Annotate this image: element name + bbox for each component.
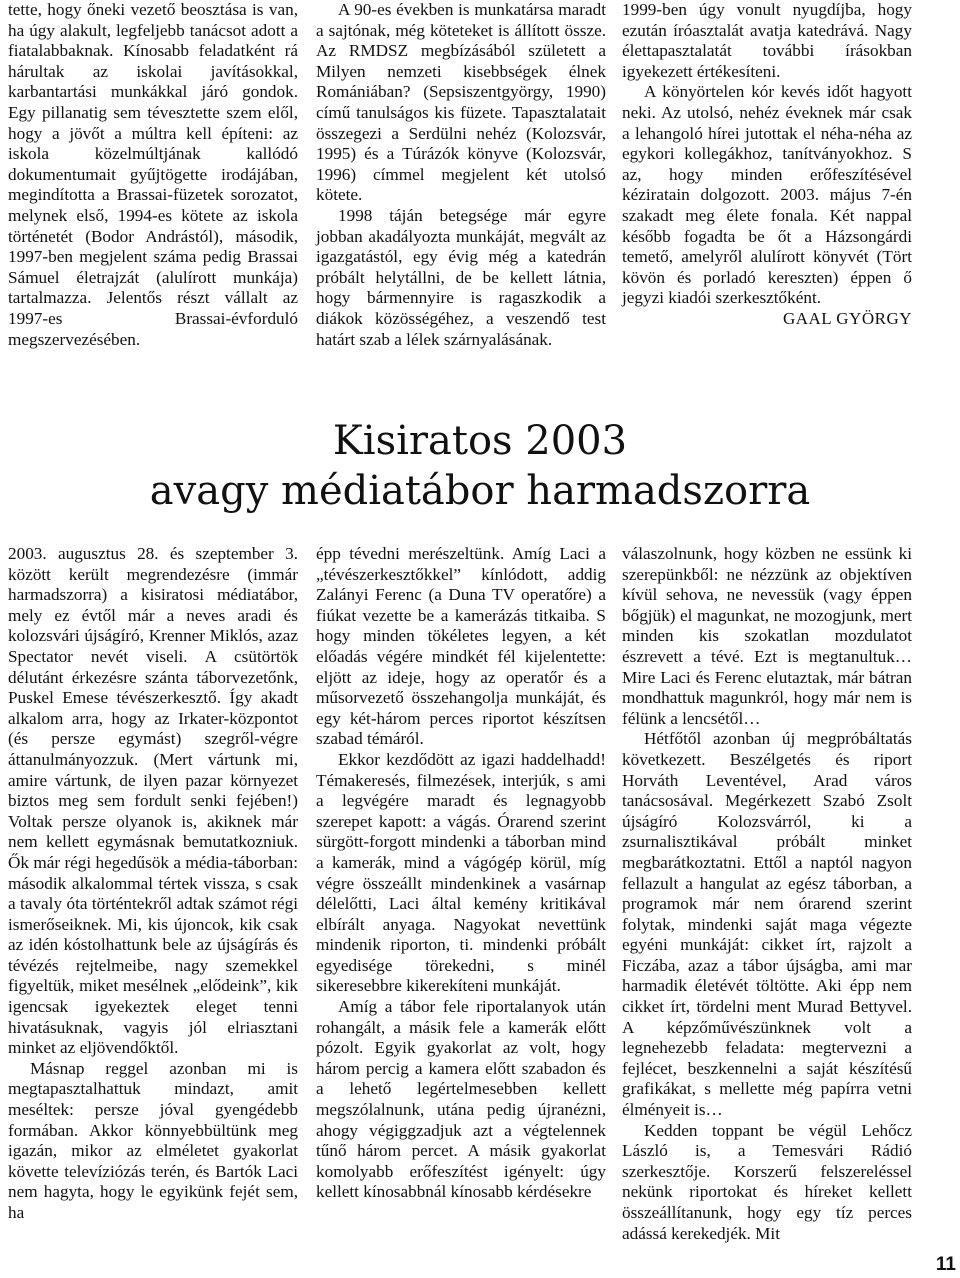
- top-article-column-1: [8, 0, 298, 350]
- bottom-article-column-2: [316, 544, 606, 1203]
- paragraph: Ekkor kezdődött az igazi haddelhadd! Témakeresés, filmezések, interjúk, s ami a legvégére maradt és legnagyobb szerepet kapott: a vágás. Órarend szerint sürgött-forgott mindenki a táborban mind a kamerák, mind a vágógép körül, míg végre összeállt mindenkinek a vasárnap délelőtti, Laci által kemény kritikával elbírált anyaga. Nagyokat nevettünk mindenik riporton, ti. mindenki próbált egyedisége törekedni, s minél sikeresebbre kikerekíteni munkáját.: [316, 749, 606, 996]
- paragraph: Másnap reggel azonban mi is megtapasztalhattuk mindazt, amit meséltek: persze jóval gyengédebb formában. Akkor könnyebbültünk meg igazán, mikor az elméletet gyakorlat követte televíziózás terén, és Bartók Laci nem hagyta, hogy le egyikünk fejét sem, ha: [8, 1058, 298, 1222]
- paragraph: 1998 táján betegsége már egyre jobban akadályozta munkáját, megvált az igazgatástól, egy évig még a katedrán próbált helytállni, de be kellett látnia, hogy bármennyire is ragaszkodik a diákok közösségéhez, a veszendő test határt szab a lélek szárnyalásának.: [316, 205, 606, 349]
- paragraph: tette, hogy őneki vezető beosztása is van, ha úgy alakult, legfeljebb tanácsot adott a fiatalabbaknak. Kínosabb feladatként rá hárultak az iskolai javításokkal, karbantartási munkákkal járó gondok. Egy pillanatig sem tévesztette szem elől, hogy a jövőt a múltra kell építeni: az iskola közelmúltjának kallódó dokumentumait gyűjtögette irodájában, megindította a Brassai-füzetek sorozatot, melynek első, 1994-es kötete az iskola történetét (Bodor Andrástól), második, 1997-ben megjelent száma pedig Brassai Sámuel életrajzát (alulírott munkája) tartalmazza. Jelentős részt vállalt az 1997-es Brassai-évforduló megszervezésében.: [8, 0, 298, 349]
- page-number: 11: [935, 1254, 956, 1275]
- headline-line-2: avagy médiatábor harmadszorra: [149, 468, 811, 514]
- paragraph: épp tévedni merészeltünk. Amíg Laci a „tévészerkesztőkkel” kínlódott, addig Zalányi Ferenc (a Duna TV operatőre) a fiúkat vezette be a kamerázás titkaiba. S hogy minden tökéletes legyen, a két előadás végére mindkét fél kijelentette: eljött az ideje, hogy az operatőr és a műsorvezető összehangolja munkáját, és egy két-három perces riportot készítsen szabad témáról.: [316, 544, 606, 749]
- paragraph: 1999-ben úgy vonult nyugdíjba, hogy ezután íróasztalát avatja katedrává. Nagy élettapasztalatát további írásokban igyekezett értékesíteni.: [622, 0, 912, 81]
- article-headline: [0, 416, 960, 516]
- paragraph: Amíg a tábor fele riportalanyok után rohangált, a másik fele a kamerák előtt pózolt. Egyik gyakorlat az volt, hogy három percig a kamera előtt szabadon és a lehető legértelmesebben kellett megszólalnunk, utána pedig újranézni, ahogy végiggzadjuk azt a végtelennek tűnő három percet. A másik gyakorlat komolyabb erőfeszítést igényelt: úgy kellett kínosabbnál kínosabb kérdésekre: [316, 997, 606, 1202]
- bottom-article-column-3: [622, 544, 912, 1244]
- paragraph: A 90-es években is munkatársa maradt a sajtónak, még köteteket is állított össze. Az RMDSZ megbízásából született a Milyen nemzeti kisebbségek élnek Romániában? (Sepsiszentgyörgy, 1990) című tanulságos kis füzete. Tapasztalatait összegezi a Serdülni nehéz (Kolozsvár, 1995) és a Túrázók könyve (Kolozsvár, 1996) címmel megjelent két utolsó kötete.: [316, 0, 606, 205]
- bottom-article-column-1: [8, 544, 298, 1224]
- paragraph: válaszolnunk, hogy közben ne essünk ki szerepünkből: ne nézzünk az objektíven kívül sehova, ne nevessük (vagy éppen bőgjük) el magunkat, ne mozogjunk, mert minden kis szokatlan mozdulatot észrevett a tévé. Ezt is megtanultuk… Mire Laci és Ferenc elutaztak, már bátran mondhattuk magunkról, hogy már nem is félünk a lencsétől…: [622, 544, 912, 728]
- top-article-column-3: [622, 0, 912, 330]
- headline-line-1: Kisiratos 2003: [332, 418, 628, 464]
- paragraph: Hétfőtől azonban új megpróbáltatás következett. Beszélgetés és riport Horváth Leventével, Arad város tanácsosával. Megérkezett Szabó Zsolt újságíró Kolozsvárról, ki a zsurnalisztikával próbált minket megbarátkoztatni. Ettől a naptól nagyon fellazult a hangulat az egész táborban, a programok már nem órarend szerint folytak, mindenki saját maga végezte egyéni munkáját: cikket írt, rajzolt a Ficzába, azaz a tábor újságba, ami mar harmadik életévét töltötte. Aki épp nem cikket írt, tördelni ment Murad Bettyvel. A képzőművészünknek volt a legnehezebb feladata: megtervezni a fejlécet, beszkennelni a saját készítésű grafikákat, s mellette még papírra vetni élményeit is…: [622, 729, 912, 1120]
- paragraph: Kedden toppant be végül Lehőcz László is, a Temesvári Rádió szerkesztője. Korszerű felszereléssel nekünk riportokat és híreket kellett összeállítanunk, hogy egy tíz perces adássá kerekedjék. Mit: [622, 1120, 912, 1243]
- paragraph: 2003. augusztus 28. és szeptember 3. között került megrendezésre (immár harmadszorra) a kisiratosi médiatábor, mely ez évtől már a neves aradi és kolozsvári újságíró, Krenner Miklós, azaz Spectator nevét viseli. A csütörtök délutánt érkezésre szánta táborvezetőnk, Puskel Emese tévészerkesztő. Így akadt alkalom arra, hogy az Irkater-központot (és persze egymást) szegről-végre áttanulmányozzuk. (Mert vártunk mi, amire vártunk, de ilyen pazar környezet biztos meg sem fordult senki fejében!) Voltak persze olyanok is, akiknek már nem kellett egymásnak bemutatkozniuk. Ők már régi hegedűsök a média-táborban: második alkalommal tértek vissza, s csak a tavaly óta történtekről adtak számot régi ismerőseiknek. Mi, kis újoncok, kik csak az idén kóstolhattunk bele az újságírás és tévézés rejtelmeibe, nagy szemekkel figyeltük, miket mesélnek „elődeink”, kik igencsak igyekeztek eleget tenni hivatásuknak, vagyis jól elriasztani minket az eljövendőktől.: [8, 544, 298, 1058]
- article-author: GAAL GYÖRGY: [782, 308, 912, 328]
- paragraph: A könyörtelen kór kevés időt hagyott neki. Az utolsó, nehéz éveknek már csak a lehangoló hírei jutottak el néha-néha az egykori kollegákhoz, tanítványokhoz. S az, hogy minden erőfeszítésével kéziratain dolgozott. 2003. május 7-én szakadt meg élete fonala. Két nappal később fogadta be őt a Házsongárdi temető, amelyről alulírott könyvét (Tört kövön és porladó kereszten) éppen ő jegyzi kiadói szerkesztőként.: [622, 82, 912, 308]
- top-article-column-2: [316, 0, 606, 350]
